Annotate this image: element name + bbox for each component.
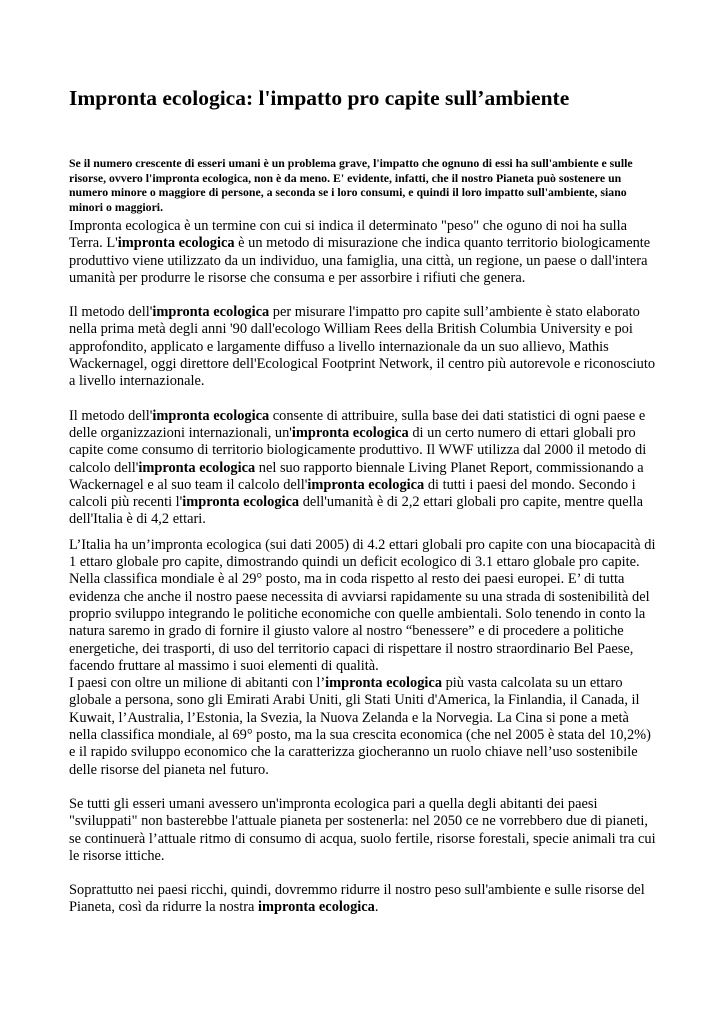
keyword-highlight: impronta ecologica	[152, 407, 270, 424]
keyword-highlight: impronta ecologica	[325, 675, 443, 692]
paragraph-method: Il metodo dell'impronta ecologica consente di attribuire, sulla base dei dati statistici di ogni paese e delle organizzazioni internazionali, un'impronta ecologica di un certo numero di ettari globali pro capite come consumo di territorio biologicamente produttivo. Il WWF utilizza dal 2000 il metodo di calcolo dell'impronta ecologica nel suo rapporto biennale Living Planet Report, commissionando a Wackernagel e al suo team il calcolo dell'impronta ecologica di tutti i paesi del mondo. Secondo i calcoli più recenti l'impronta ecologica dell'umanità è di 2,2 ettari globali pro capite, mentre quella dell'Italia è di 4,2 ettari.	[69, 407, 647, 528]
keyword-highlight: impronta ecologica	[152, 304, 270, 321]
paragraph-italy: L’Italia ha un’impronta ecologica (sui dati 2005) di 4.2 ettari globali pro capite con una biocapacità di 1 ettaro globale pro capite, dimostrando quindi un deficit ecologico di 3.1 ettaro globale pro capite. Nella classifica mondiale è al 29° posto, ma in coda rispetto al resto dei paesi europei. E’ di tutta evidenza che anche il nostro paese necessita di avviarsi rapidamente su una strada di sostenibilità del proprio sviluppo integrando le politiche economiche con quelle ambientali. Solo tenendo in conto la natura saremo in grado di fornire il giusto valore al nostro “benessere” e di procedere a politiche energetiche, dei trasporti, di uso del territorio capaci di rispettare il nostro straordinario Bel Paese, facendo fruttare al massimo i suoi elementi di qualità.	[69, 536, 656, 674]
paragraph-definition: Impronta ecologica è un termine con cui si indica il determinato "peso" che oguno di noi ha sulla Terra. L'impronta ecologica è un metodo di misurazione che indica quanto territorio biologicamente produttivo viene utilizzato da un individuo, una famiglia, una città, un regione, un paese o dall'intera umanità per produrre le risorse che consuma e per assorbire i rifiuti che genera.	[69, 218, 651, 286]
keyword-highlight: impronta ecologica	[138, 459, 256, 476]
keyword-highlight: impronta ecologica	[117, 235, 235, 252]
keyword-highlight: impronta ecologica	[307, 476, 425, 493]
keyword-highlight: impronta ecologica	[182, 494, 300, 511]
keyword-highlight: impronta ecologica	[291, 424, 409, 441]
keyword-highlight: impronta ecologica	[258, 899, 375, 916]
article-body	[69, 218, 659, 917]
intro-paragraph: Se il numero crescente di esseri umani è un problema grave, l'impatto che ognuno di essi ha sull'ambiente e sulle risorse, ovvero l'impronta ecologica, non è da meno. E' evidente, infatti, che il nostro Pianeta può sostenere un numero minore o maggiore di persone, a seconda se i loro consumi, e quindi il loro impatto sull'ambiente, siano minori o maggiori.	[69, 156, 633, 214]
paragraph-history: Il metodo dell'impronta ecologica per misurare l'impatto pro capite sull’ambiente è stato elaborato nella prima metà degli anni '90 dall'ecologo William Rees della British Columbia University e poi approfondito, applicato e largamente diffuso a livello internazionale da un suo allievo, Mathis Wackernagel, oggi direttore dell'Ecological Footprint Network, il centro più autorevole e riconosciuto a livello internazionale.	[69, 304, 656, 390]
paragraph-conclusion: Soprattutto nei paesi ricchi, quindi, dovremmo ridurre il nostro peso sull'ambiente e sulle risorse del Pianeta, così da ridurre la nostra impronta ecologica.	[69, 882, 645, 916]
paragraph-projection: Se tutti gli esseri umani avessero un'impronta ecologica pari a quella degli abitanti dei paesi "sviluppati" non basterebbe l'attuale pianeta per sostenerla: nel 2050 ce ne vorrebbero due di pianeti, se continuerà l’attuale ritmo di consumo di acqua, suolo fertile, risorse forestali, specie animali tra cui le risorse ittiche.	[69, 795, 656, 864]
page-title: Impronta ecologica: l'impatto pro capite sull’ambiente	[69, 86, 570, 110]
paragraph-countries: I paesi con oltre un milione di abitanti con l’impronta ecologica più vasta calcolata su un ettaro globale a persona, sono gli Emirati Arabi Uniti, gli Stati Uniti d'America, la Finlandia, il Canada, il Kuwait, l’Australia, l’Estonia, la Svezia, la Nuova Zelanda e la Norvegia. La Cina si pone a metà nella classifica mondiale, al 69° posto, ma la sua crescita economica (che nel 2005 è stata del 10,2%) e il rapido sviluppo economico che la caratterizza giocheranno un ruolo chiave nell’uso sostenibile delle risorse del pianeta nel futuro.	[69, 675, 651, 778]
